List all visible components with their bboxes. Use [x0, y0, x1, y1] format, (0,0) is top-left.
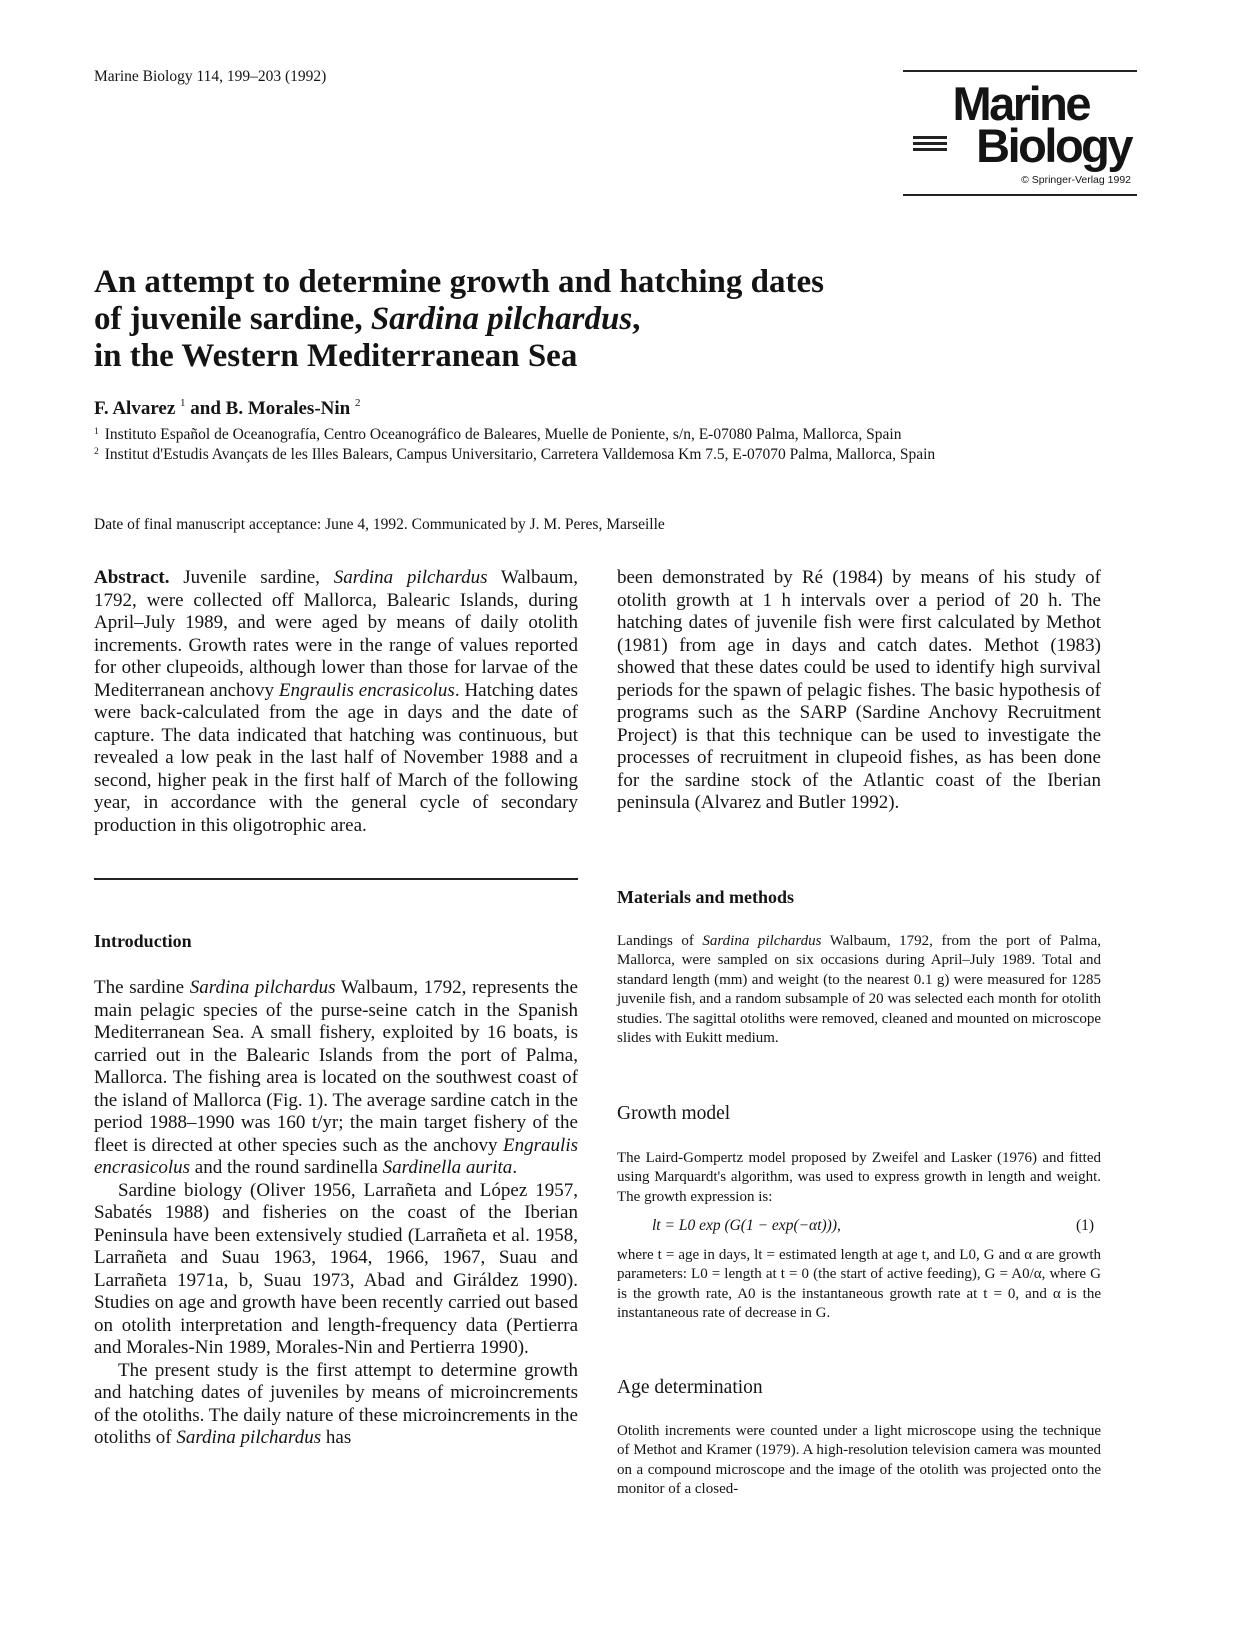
masthead-stripes-icon — [913, 136, 947, 154]
masthead-word-marine: Marine — [952, 77, 1089, 130]
title-line-1: An attempt to determine growth and hatching dates — [94, 264, 824, 300]
acceptance-note: Date of final manuscript acceptance: June 4, 1992. Communicated by J. M. Peres, Marseille — [94, 516, 665, 533]
author-list: F. Alvarez $^1$ and B. Morales-Nin $^2$ — [94, 397, 361, 419]
author-2: B. Morales-Nin — [225, 398, 351, 419]
intro-paragraph-2: Sardine biology (Oliver 1956, Larrañeta and López 1957, Sabatés 1988) and fisheries on the coast of the Iberian Peninsula have been extensively studied (Larrañeta et al. 1958, Larrañeta and Suau 1963, 1964, 1966, 1967, Suau and Larrañeta 1971a, b, Suau 1973, Abad and Giráldez 1990). Studies on age and growth have been recently carried out based on otolith interpretation and length-frequency data (Pertierra and Morales-Nin 1989, Morales-Nin and Pertierra 1990). — [94, 1179, 578, 1358]
right-column-intro-continued: been demonstrated by Ré (1984) by means of his study of otolith growth at 1 h intervals over a period of 20 h. The hatching dates of juvenile fish were first calculated by Methot (1981) from age in days and catch dates. Methot (1983) showed that these dates could be used to identify high survival periods for the spawn of pelagic fishes. The basic hypothesis of programs such as the SARP (Sardine Anchovy Recruitment Project) is that this technique can be used to investigate the processes of recruitment in clupeoid fishes, as has been done for the sardine stock of the Atlantic coast of the Iberian peninsula (Alvarez and Butler 1992). — [617, 567, 1101, 813]
masthead-word-biology: Biology — [976, 119, 1131, 172]
title-line-2: of juvenile sardine, Sardina pilchardus, — [94, 301, 641, 337]
introduction-heading: Introduction — [94, 931, 192, 951]
masthead-bottom-rule — [903, 194, 1137, 196]
affiliation-2: $^2$ Institut d'Estudis Avançats de les Illes Balears, Campus Universitario, Carretera Valldemosa Km 7.5, E-07070 Palma, Mallorca, Spain — [94, 446, 936, 463]
age-determination-heading: Age determination — [617, 1377, 763, 1398]
growth-equation: lt = L0 exp (G(1 − exp(−αt))), — [652, 1217, 841, 1234]
author-1: F. Alvarez — [94, 398, 176, 419]
methods-paragraph: Landings of Sardina pilchardus Walbaum, 1792, from the port of Palma, Mallorca, were sampled on six occasions during April–July 1989. Total and standard length (mm) and weight (to the nearest 0.1 g) were measured for 1285 juvenile fish, and a random subsample of 20 was selected each month for otolith studies. The sagittal otoliths were removed, cleaned and mounted on microscope slides with Eukitt medium. — [617, 933, 1101, 1047]
journal-masthead-logo — [903, 70, 1137, 202]
paper-title — [94, 264, 954, 375]
title-line-3: in the Western Mediterranean Sea — [94, 338, 578, 374]
growth-model-heading: Growth model — [617, 1103, 731, 1124]
growth-model-text: The Laird-Gompertz model proposed by Zweifel and Lasker (1976) and fitted using Marquardt's algorithm, was used to express growth in length and weight. The growth expression is: — [617, 1150, 1101, 1205]
masthead-top-rule — [903, 70, 1137, 72]
intro-paragraph-1: The sardine Sardina pilchardus Walbaum, 1792, represents the main pelagic species of the purse-seine catch in the Spanish Mediterranean Sea. A small fishery, exploited by 16 boats, is carried out in the Balearic Islands from the port of Palma, Mallorca. The fishing area is located on the southwest coast of the island of Mallorca (Fig. 1). The average sardine catch in the period 1988–1990 was 160 t/yr; the main target fishery of the fleet is directed at other species such as the anchovy Engraulis encrasicolus and the round sardinella Sardinella aurita. — [94, 977, 578, 1178]
age-determination-text: Otolith increments were counted under a light microscope using the technique of Methot and Kramer (1979). A high-resolution television camera was mounted on a compound microscope and the image of the otolith was projected onto the monitor of a closed- — [617, 1423, 1101, 1498]
growth-parameters-text: where t = age in days, lt = estimated length at age t, and L0, G and α are growth parameters: L0 = length at t = 0 (the start of active feeding), G = A0/α, where G is the growth rate, A0 is the instantaneous growth rate at t = 0, and α is the instantaneous rate of decrease in G. — [617, 1247, 1101, 1322]
copyright-notice: © Springer-Verlag 1992 — [1021, 174, 1131, 186]
title-species-name: Sardina pilchardus — [370, 301, 633, 337]
intro-paragraph-3: The present study is the first attempt to determine growth and hatching dates of juveniles by means of microincrements of the otoliths. The daily nature of these microincrements in the otoliths of Sardina pilchardus has — [94, 1359, 578, 1448]
abstract-divider — [94, 878, 578, 880]
introduction-body — [94, 977, 578, 1450]
abstract-label: Abstract. — [94, 567, 170, 588]
journal-reference: Marine Biology 114, 199–203 (1992) — [94, 68, 327, 85]
equation-number: (1) — [1076, 1217, 1095, 1234]
affiliation-1: $^1$ Instituto Español de Oceanografía, Centro Oceanográfico de Baleares, Muelle de Poniente, s/n, E-07080 Palma, Mallorca, Spain — [94, 426, 902, 443]
methods-heading: Materials and methods — [617, 887, 794, 907]
abstract: Abstract. Juvenile sardine, Sardina pilchardus Walbaum, 1792, were collected off Mallorca, Balearic Islands, during April–July 1989, and were aged by means of daily otolith increments. Growth rates were in the range of values reported for other clupeoids, although lower than those for larvae of the Mediterranean anchovy Engraulis encrasicolus. Hatching dates were back-calculated from the age in days and the date of capture. The data indicated that hatching was continuous, but revealed a low peak in the last half of November 1988 and a second, higher peak in the first half of March of the following year, in accordance with the general cycle of secondary production in this oligotrophic area. — [94, 567, 579, 836]
